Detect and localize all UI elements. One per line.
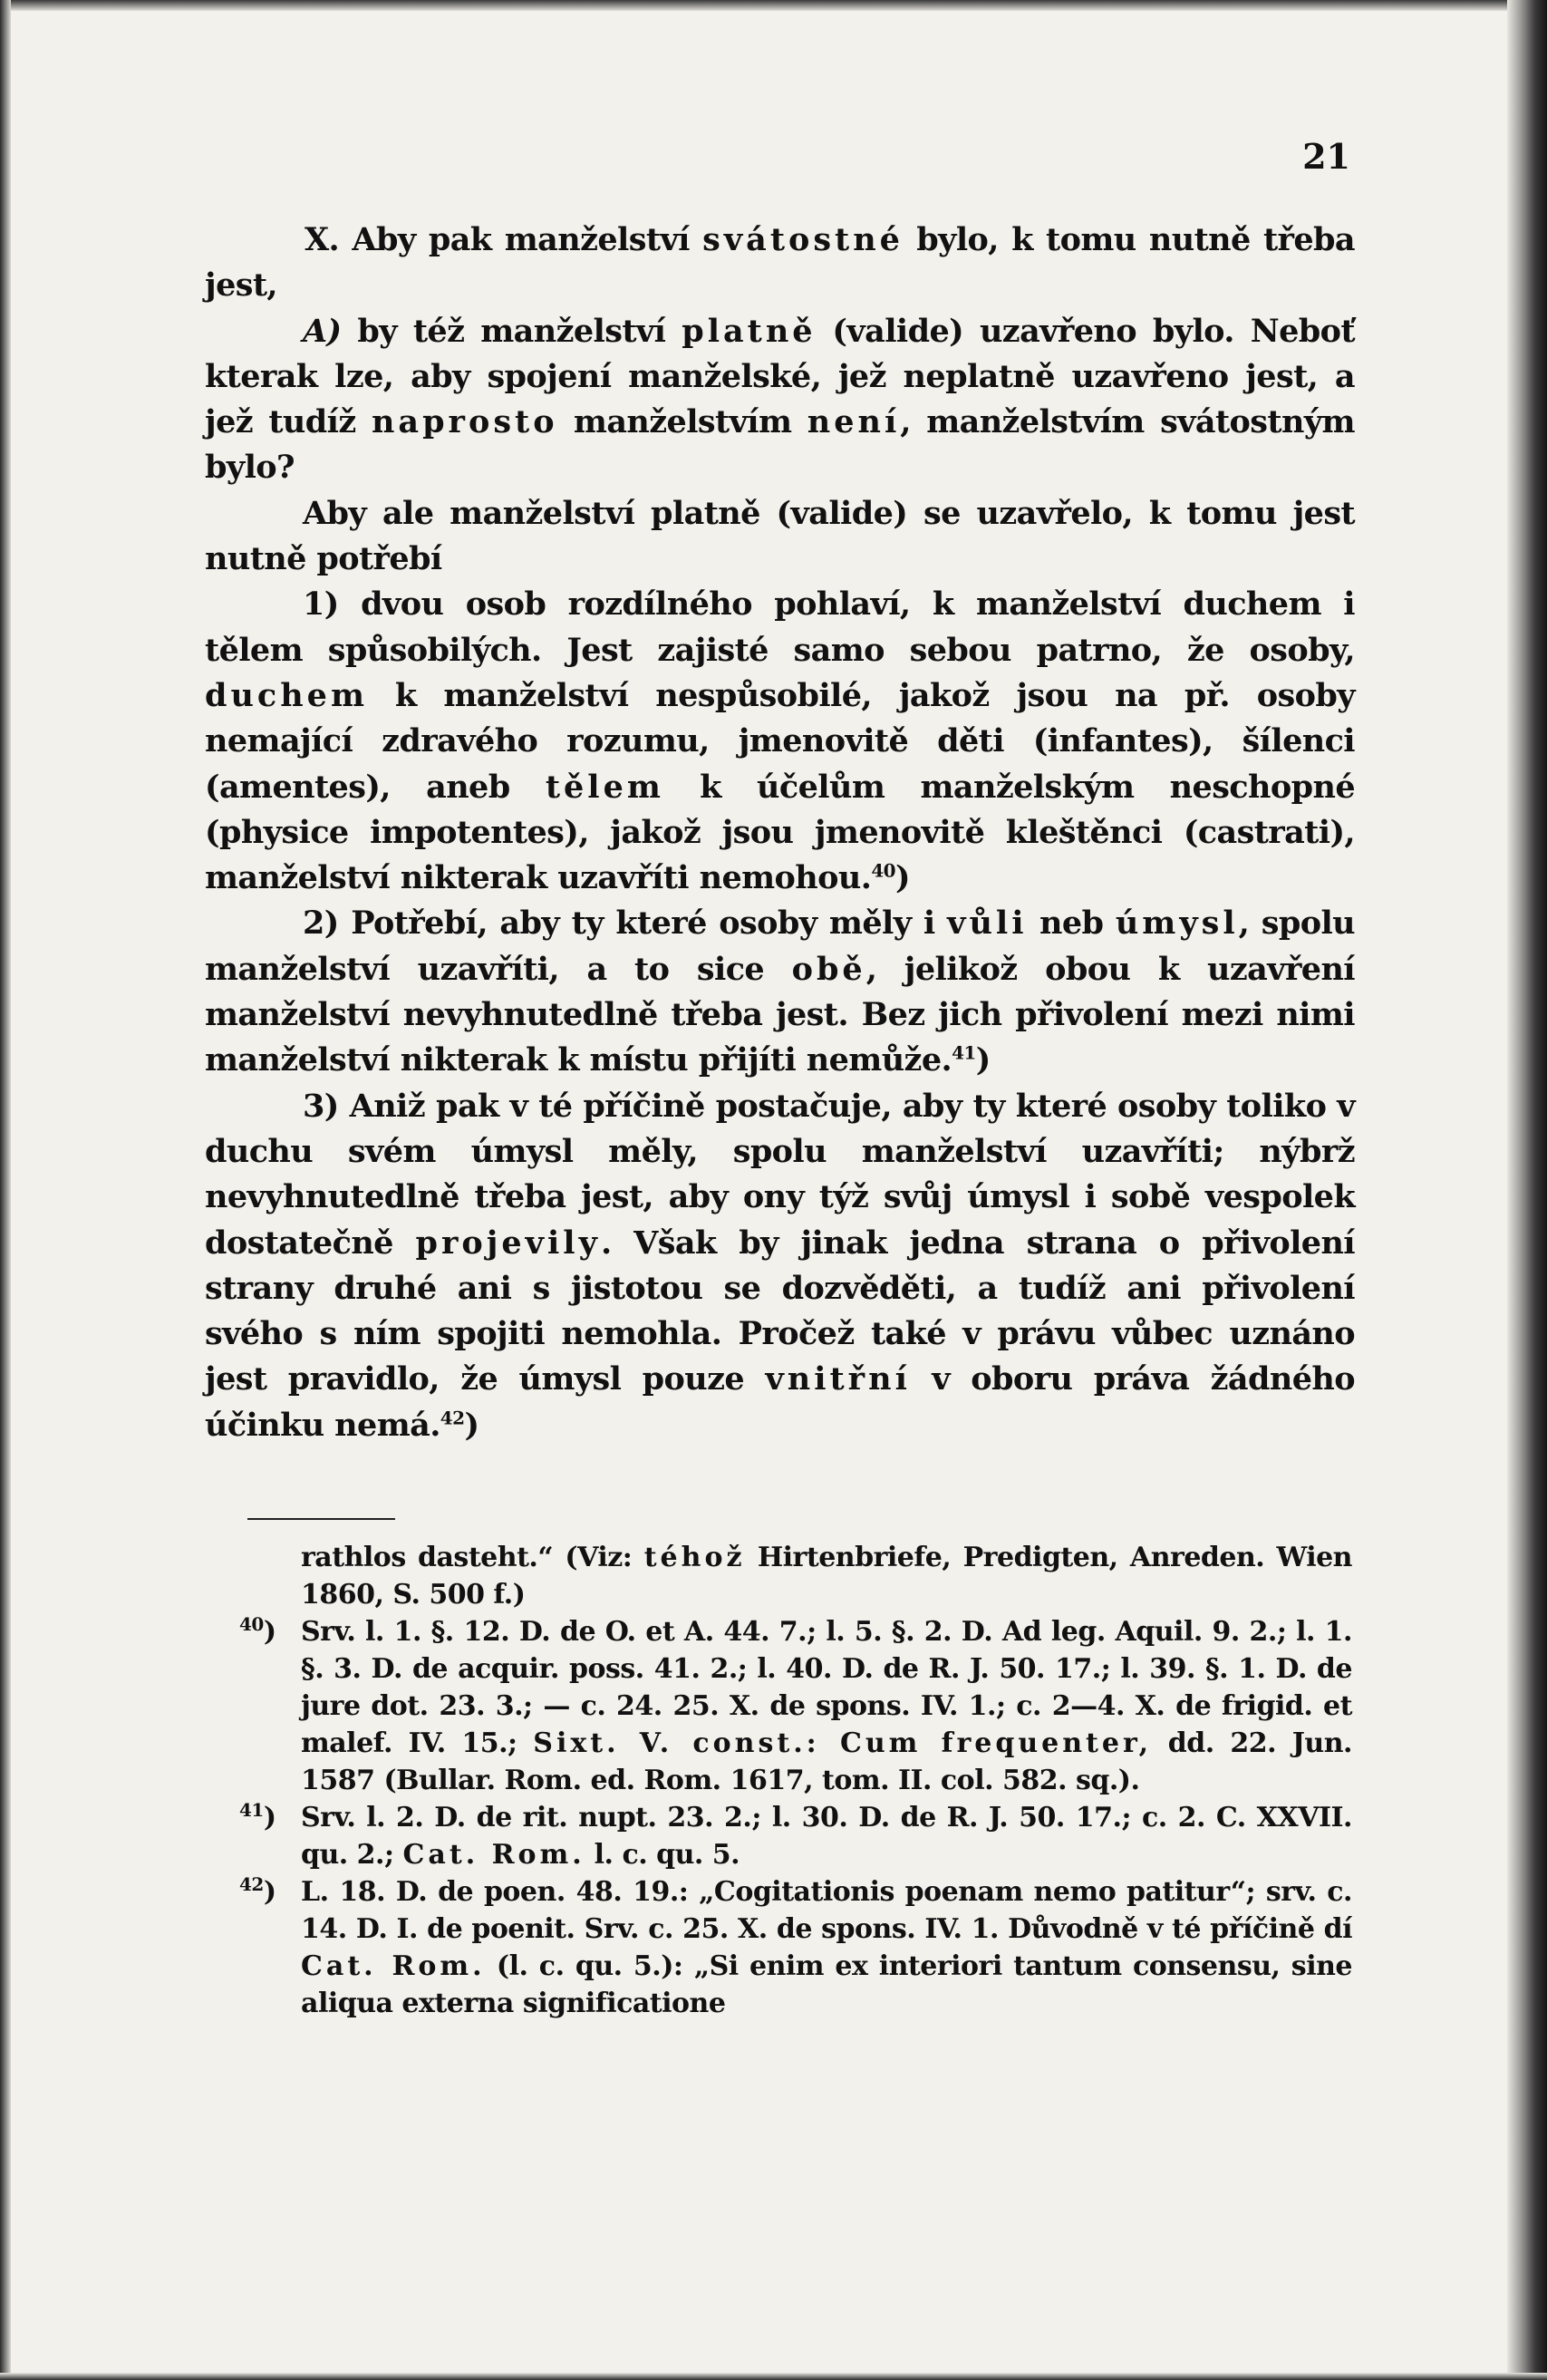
scan-edge-left: [0, 0, 11, 2380]
page-number: 21: [1302, 136, 1350, 177]
footnote-ref-40: 40: [871, 859, 895, 882]
paragraph-3: 3) Aniž pak v té příčině postačuje, aby ty které osoby toliko v duchu svém úmysl měly, spolu manželství uzavříti; nýbrž nevyhnutedlně třeba jest, aby ony týž svůj úmysl i sobě vespolek dostatečně projevily. Však by jinak jedna strana o přivolení strany druhé ani s jistotou se dozvěděti, a tudíž ani přivolení svého s ním spojiti nemohla. Pročež také v právu vůbec uznáno jest pravidlo, že úmysl pouze vnitřní v oboru práva žádného účinku nemá.$^{42}$): [205, 1087, 1355, 1444]
footnote-41: $^{41}$) Srv. l. 2. D. de rit. nupt. 23. 2.; l. 30. D. de R. J. 50. 17.; c. 2. C. XXVII. qu. 2.; Cat. Rom. l. c. qu. 5.: [239, 1799, 1352, 1871]
scan-edge-top: [0, 0, 1547, 11]
paragraph-1: 1) dvou osob rozdílného pohlaví, k manželství duchem i tělem spůsobilých. Jest zajisté samo sebou patrno, že osoby, duchem k manželství nespůsobilé, jakož jsou na př. osoby nemající zdravého rozumu, jmenovitě děti (infantes), šílenci (amentes), aneb tělem k účelům manželským neschopné (physice impotentes), jakož jsou jmenovitě kleštěnci (castrati), manželství nikterak uzavříti nemohou.$^{40}$): [205, 585, 1355, 897]
main-text: [205, 218, 1355, 1448]
paragraph-2: 2) Potřebí, aby ty které osoby měly i vůli neb úmysl, spolu manželství uzavříti, a to sice obě, jelikož obou k uzavření manželství nevyhnutedlně třeba jest. Bez jich přivolení mezi nimi manželství nikterak k místu přijíti nemůže.$^{41}$): [205, 905, 1355, 1079]
scan-edge-bottom: [0, 2373, 1547, 2380]
footnote-continuation: rathlos dasteht.“ (Viz: téhož Hirtenbriefe, Predigten, Anreden. Wien 1860, S. 500 f.): [301, 1542, 1352, 1611]
paragraph-x: X. Aby pak manželství svátostné bylo, k tomu nutně třeba jest,: [205, 221, 1355, 305]
footnote-mark-40: $^{40}$): [239, 1613, 276, 1648]
paragraph-a: A) by též manželství platně (valide) uzavřeno bylo. Neboť kterak lze, aby spojení manželské, jež neplatně uzavřeno jest, a jež tudíž naprosto manželstvím není, manželstvím svátostným bylo?: [205, 312, 1355, 487]
footnote-ref-41: 41: [952, 1041, 976, 1064]
footnote-divider: [247, 1518, 395, 1520]
footnote-40: $^{40}$) Srv. l. 1. §. 12. D. de O. et A. 44. 7.; l. 5. §. 2. D. Ad leg. Aquil. 9. 2.; l. 1. §. 3. D. de acquir. poss. 41. 2.; l. 40. D. de R. J. 50. 17.; l. 39. §. 1. D. de jure dot. 23. 3.; — c. 24. 25. X. de spons. IV. 1.; c. 2—4. X. de frigid. et malef. IV. 15.; Sixt. V. const.: Cum frequenter, dd. 22. Jun. 1587 (Bullar. Rom. ed. Rom. 1617, tom. II. col. 582. sq.).: [239, 1613, 1352, 1796]
scan-edge-right: [1507, 0, 1547, 2380]
footnote-42: $^{42}$) L. 18. D. de poen. 48. 19.: „Cogitationis poenam nemo patitur“; srv. c. 14. D. I. de poenit. Srv. c. 25. X. de spons. IV. 1. Důvodně v té příčině dí Cat. Rom. (l. c. qu. 5.): „Si enim ex interiori tantum consensu, sine aliqua externa significatione: [239, 1873, 1352, 2019]
footnotes: [239, 1539, 1352, 2022]
footnote-mark-41: $^{41}$): [239, 1799, 276, 1833]
footnote-ref-42: 42: [440, 1407, 465, 1429]
paragraph-platne: Aby ale manželství platně (valide) se uzavřelo, k tomu jest nutně potřebí: [205, 494, 1355, 578]
footnote-mark-42: $^{42}$): [239, 1873, 276, 1908]
